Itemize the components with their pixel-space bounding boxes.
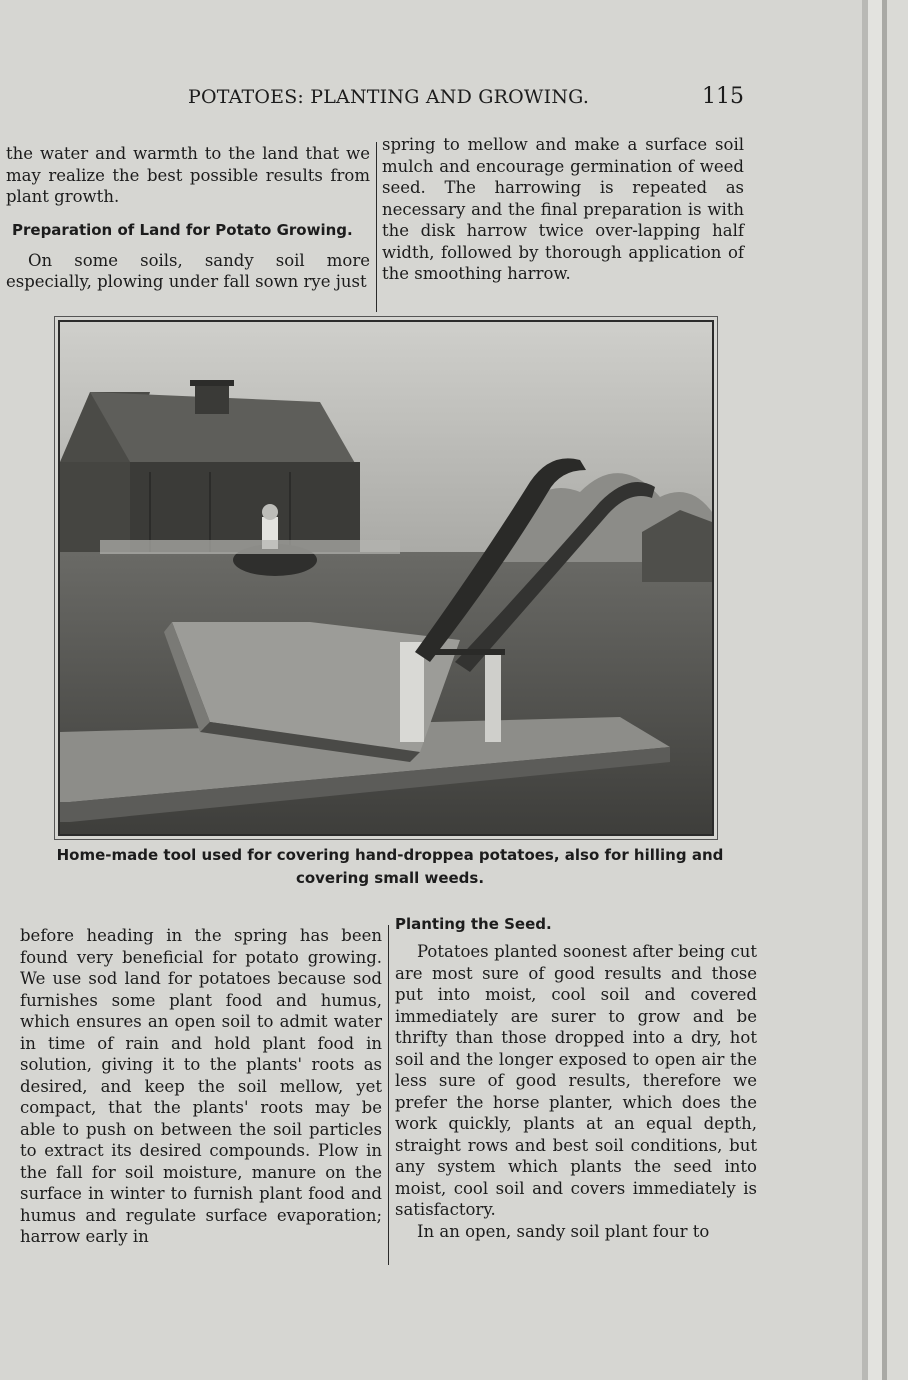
bottom-left-column [20,925,382,1248]
bottom-right-column [395,914,757,1242]
farm-tool-photograph [58,320,714,836]
photo-illustration [60,322,712,834]
page-number: 115 [702,84,744,109]
paragraph: In an open, sandy soil plant four to [417,1221,710,1241]
barn [60,380,360,552]
top-left-column [6,143,370,293]
column-rule [376,142,377,312]
figure-caption: Home-made tool used for covering hand-droppea potatoes, also for hilling and covering small weeds. [56,846,724,887]
paragraph: Potatoes planted soonest after being cut are most sure of good results and those put into moist, cool soil and covered immediately are surer to grow and be thrifty than those dropped into a dry, hot soil and the longer exposed to open air the less sure of good results, therefore we prefer the horse planter, which does the work quickly, plants at an equal depth, straight rows and best soil conditions, but any system which plants the seed into moist, cool soil and covers immediately is satisfactory. [395,942,757,1219]
page-edge [887,0,908,1380]
column-rule [388,925,389,1265]
section-heading: Preparation of Land for Potato Growing. [12,220,353,239]
page-edge [868,0,882,1380]
section-heading: Planting the Seed. [395,915,552,933]
running-title: POTATOES: PLANTING AND GROWING. [188,86,590,108]
top-right-column [382,134,744,285]
paragraph: the water and warmth to the land that we may realize the best possible results from plant growth. [6,144,370,206]
paragraph: spring to mellow and make a surface soil mulch and encourage germination of weed seed. The harrowing is repeated as necessary and the final preparation is with the disk harrow twice over-lapping half width, followed by thorough application of the smoothing harrow. [382,135,744,283]
paragraph: On some soils, sandy soil more especially, plowing under fall sown rye just [6,250,370,291]
paragraph: before heading in the spring has been found very beneficial for potato growing. We use sod land for potatoes because sod furnishes some plant food and humus, which ensures an open soil to admit water in time of rain and hold plant food in solution, giving it to the plants' roots as desired, and keep the soil mellow, yet compact, that the plants' roots may be able to push on between the soil particles to extract its desired compounds. Plow in the fall for soil moisture, manure on the surface in winter to furnish plant food and humus and regulate surface evaporation; harrow early in [20,926,382,1246]
